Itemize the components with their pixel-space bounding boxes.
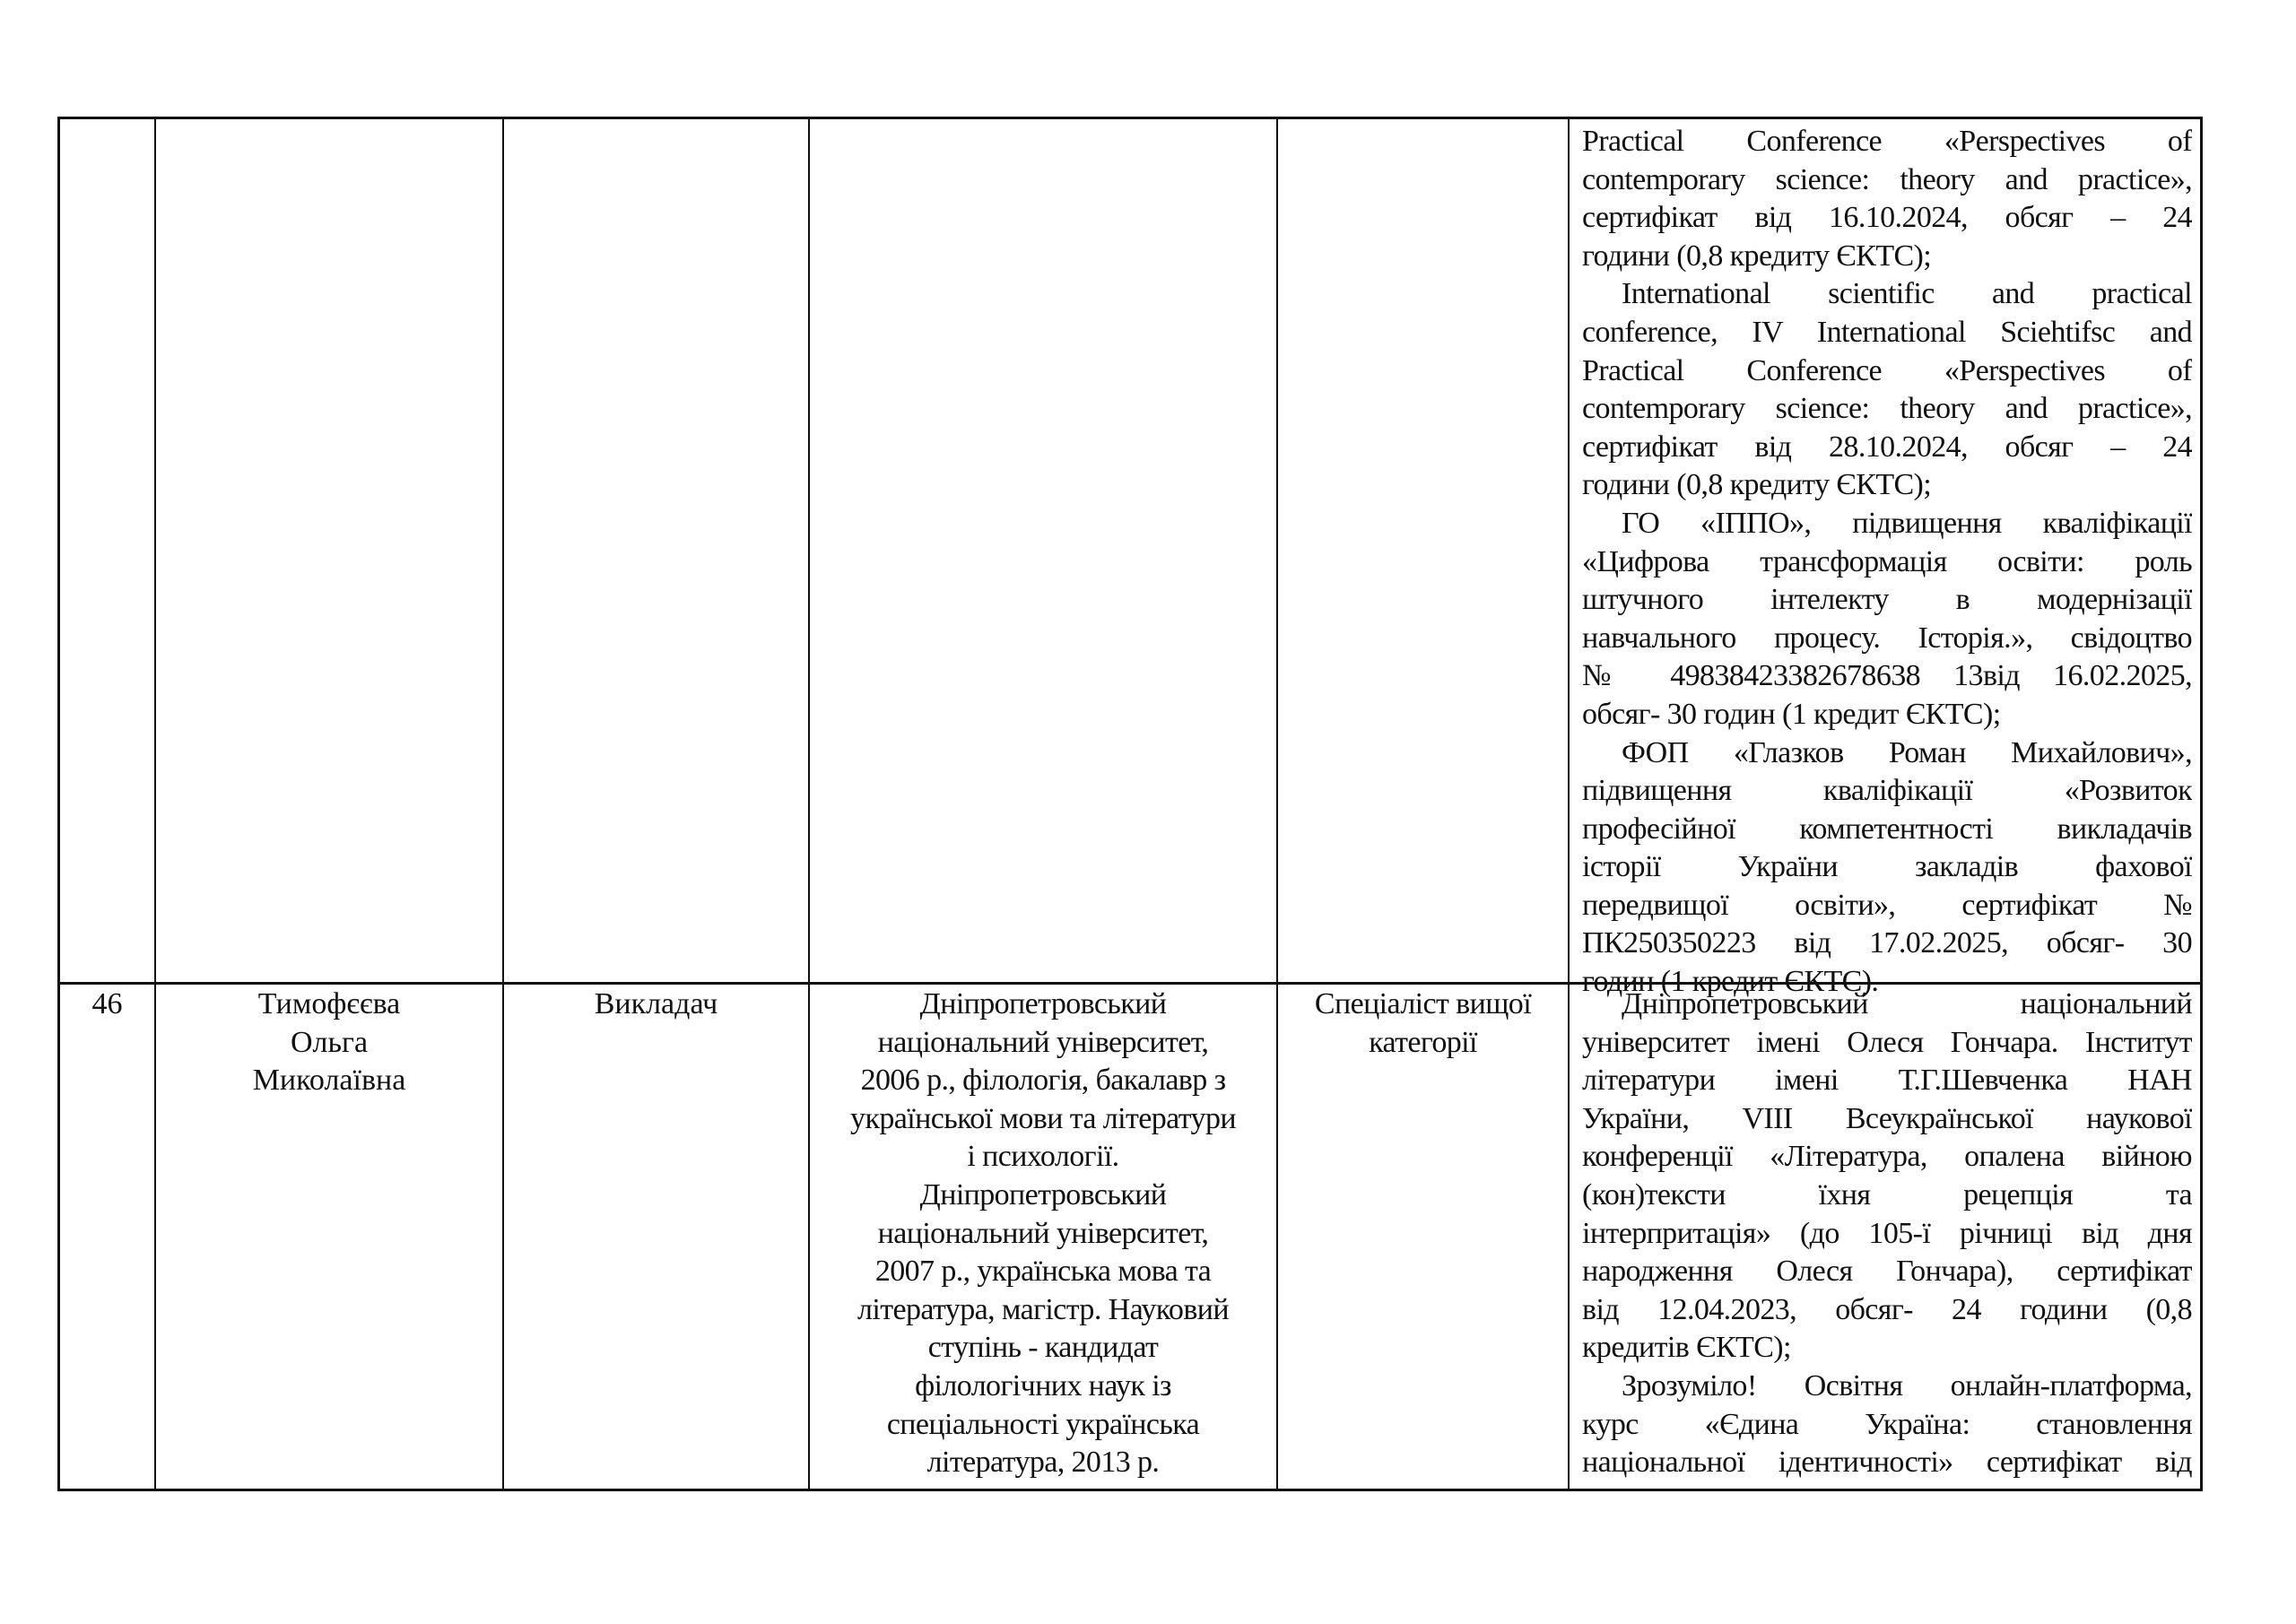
training-line: годин (1 кредит ЄКТС).	[1582, 965, 1879, 999]
training-line: кредитів ЄКТС);	[1582, 1331, 1791, 1365]
training-line: Practical Conference «Perspectives of	[1582, 125, 2192, 158]
training-line: підвищення кваліфікації «Розвиток	[1582, 774, 2192, 808]
education-line: національний університет,	[877, 1025, 1209, 1059]
training-line: contemporary science: theory and practice»,	[1582, 162, 2192, 196]
position-cell	[504, 986, 808, 1024]
training-line: України, VIII Всеукраїнської наукової	[1582, 1101, 2192, 1135]
education-cell	[810, 986, 1276, 1482]
column-divider	[1276, 119, 1278, 1489]
training-line: ГО «ІППО», підвищення кваліфікації	[1622, 506, 2192, 540]
education-line: спеціальності українська	[886, 1407, 1200, 1441]
row-number-cell	[60, 986, 154, 1024]
education-line: література, магістр. Науковий	[857, 1292, 1229, 1326]
column-divider	[1568, 119, 1570, 1489]
training-line: години (0,8 кредиту ЄКТС);	[1582, 468, 1932, 502]
training-line: курс «Єдина Україна: становлення	[1582, 1407, 2192, 1441]
patronymic: Миколаївна	[252, 1064, 406, 1098]
training-line: навчального процесу. Історія.», свідоцтво	[1582, 621, 2192, 655]
training-line: сертифікат від 28.10.2024, обсяг – 24	[1582, 430, 2192, 464]
position-text: Викладач	[594, 987, 718, 1020]
training-line: години (0,8 кредиту ЄКТС);	[1582, 239, 1932, 273]
training-line: університет імені Олеся Гончара. Інститут	[1582, 1025, 2192, 1059]
training-line: ПК250350223 від 17.02.2025, обсяг- 30	[1582, 926, 2192, 960]
training-cell	[1582, 986, 2192, 1482]
training-line: Practical Conference «Perspectives of	[1582, 353, 2192, 387]
column-divider	[502, 119, 504, 1489]
education-line: Дніпропетровський	[919, 987, 1167, 1020]
training-line: Зрозуміло! Освітня онлайн-платформа,	[1622, 1368, 2192, 1403]
education-line: національний університет,	[877, 1216, 1209, 1250]
training-line: «Цифрова трансформація освіти: роль	[1582, 544, 2192, 578]
training-line: ФОП «Глазков Роман Михайлович»,	[1622, 735, 2192, 769]
education-line: української мови та літератури	[850, 1101, 1236, 1135]
category-line: Спеціаліст вищої	[1314, 987, 1532, 1020]
category-line: категорії	[1369, 1025, 1477, 1059]
training-line: народження Олеся Гончара), сертифікат	[1582, 1255, 2192, 1289]
education-line: 2006 р., філологія, бакалавр з	[860, 1064, 1226, 1098]
training-line: Дніпропетровський національний	[1622, 987, 2192, 1020]
training-line: літератури імені Т.Г.Шевченка НАН	[1582, 1064, 2192, 1098]
first-name: Ольга	[290, 1025, 369, 1059]
row-number: 46	[91, 987, 123, 1020]
training-line: contemporary science: theory and practice»,	[1582, 392, 2192, 426]
education-line: філологічних наук із	[915, 1368, 1171, 1403]
training-line: історії України закладів фахової	[1582, 850, 2192, 884]
training-line: сертифікат від 16.10.2024, обсяг – 24	[1582, 201, 2192, 235]
training-line: інтерпритація» (до 105-ї річниці від дня	[1582, 1216, 2192, 1250]
training-line: International scientific and practical	[1622, 277, 2192, 311]
training-line: (кон)тексти їхня рецепція та	[1582, 1177, 2192, 1211]
education-line: і психології.	[967, 1140, 1119, 1174]
training-cell	[1582, 123, 2192, 1002]
training-line: конференції «Література, опалена війною	[1582, 1140, 2192, 1174]
education-line: Дніпропетровський	[919, 1177, 1167, 1211]
name-cell	[156, 986, 502, 1100]
training-line: № 49838423382678638 13від 16.02.2025,	[1582, 659, 2192, 693]
column-divider	[154, 119, 156, 1489]
education-line: 2007 р., українська мова та	[874, 1255, 1212, 1289]
training-line: національної ідентичності» сертифікат від	[1582, 1446, 2192, 1480]
training-line: від 12.04.2023, обсяг- 24 години (0,8	[1582, 1292, 2192, 1326]
education-line: ступінь - кандидат	[927, 1331, 1159, 1365]
training-line: передвищої освіти», сертифікат №	[1582, 888, 2192, 922]
training-line: обсяг- 30 годин (1 кредит ЄКТС);	[1582, 697, 2001, 731]
training-line: conference, IV International Sciehtifsc and	[1582, 315, 2192, 349]
staff-table	[57, 117, 2203, 1491]
training-line: професійної компетентності викладачів	[1582, 812, 2192, 846]
surname: Тимофєєва	[257, 987, 401, 1020]
category-cell	[1278, 986, 1568, 1062]
education-line: література, 2013 р.	[926, 1446, 1160, 1480]
training-line: штучного інтелекту в модернізації	[1582, 583, 2192, 617]
